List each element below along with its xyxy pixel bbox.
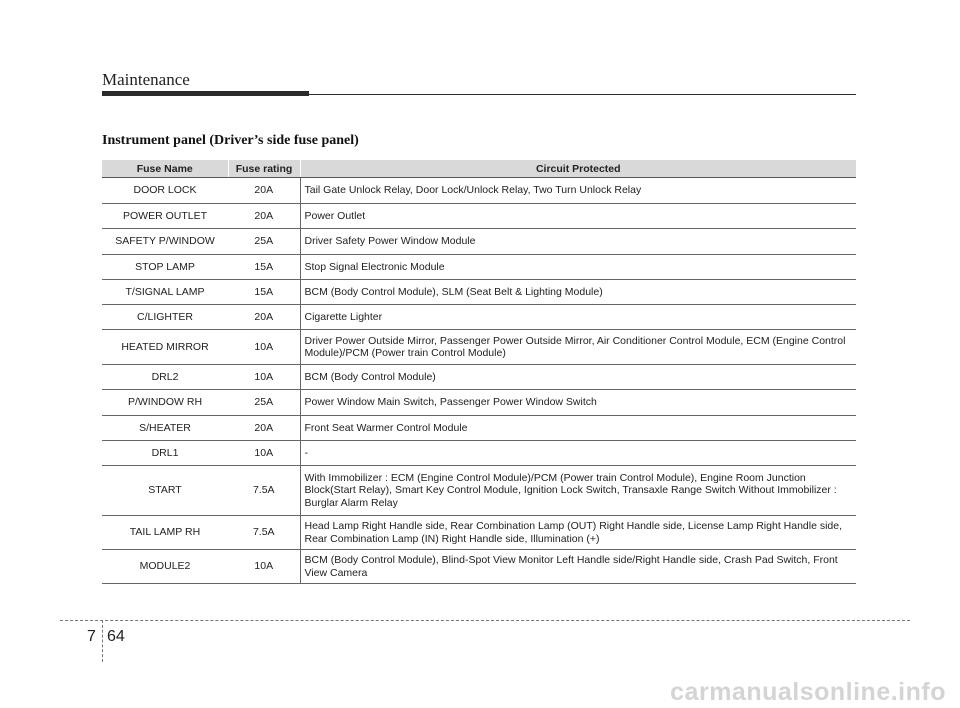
table-row	[102, 365, 856, 390]
table-row	[102, 466, 856, 516]
table-row	[102, 416, 856, 441]
fuse-name-cell: MODULE2	[102, 550, 228, 584]
header-rule-thick	[102, 91, 309, 96]
table-row	[102, 204, 856, 229]
circuit-cell: Head Lamp Right Handle side, Rear Combination Lamp (OUT) Right Handle side, License Lamp Right Handle side, Rear Combination Lamp (IN) Right Handle side, Illumination (+)	[300, 516, 856, 550]
table-row	[102, 255, 856, 280]
fuse-rating-cell: 25A	[228, 229, 300, 255]
fuse-name-cell: P/WINDOW RH	[102, 390, 228, 416]
table-row	[102, 390, 856, 416]
fuse-name-cell: SAFETY P/WINDOW	[102, 229, 228, 255]
fuse-rating-cell: 10A	[228, 365, 300, 390]
header-rule-thin	[309, 94, 856, 95]
fuse-rating-cell: 20A	[228, 178, 300, 204]
column-header-fuse-rating: Fuse rating	[228, 160, 300, 178]
page-subtitle: Instrument panel (Driver’s side fuse panel)	[102, 133, 359, 148]
fuse-name-cell: HEATED MIRROR	[102, 330, 228, 365]
circuit-cell: -	[300, 441, 856, 466]
table-row	[102, 178, 856, 204]
chapter-number: 7	[87, 628, 96, 645]
page-number: 64	[107, 628, 125, 645]
fuse-name-cell: TAIL LAMP RH	[102, 516, 228, 550]
circuit-cell: Tail Gate Unlock Relay, Door Lock/Unlock Relay, Two Turn Unlock Relay	[300, 178, 856, 204]
fuse-table	[102, 160, 856, 584]
fuse-name-cell: T/SIGNAL LAMP	[102, 280, 228, 305]
column-header-fuse-name: Fuse Name	[102, 160, 228, 178]
fuse-rating-cell: 7.5A	[228, 466, 300, 516]
fuse-name-cell: POWER OUTLET	[102, 204, 228, 229]
table-row	[102, 516, 856, 550]
circuit-cell: Driver Safety Power Window Module	[300, 229, 856, 255]
circuit-cell: Front Seat Warmer Control Module	[300, 416, 856, 441]
circuit-cell: Driver Power Outside Mirror, Passenger Power Outside Mirror, Air Conditioner Control Module, ECM (Engine Control Module)/PCM (Power train Control Module)	[300, 330, 856, 365]
table-row	[102, 229, 856, 255]
circuit-cell: Cigarette Lighter	[300, 305, 856, 330]
circuit-cell: BCM (Body Control Module)	[300, 365, 856, 390]
page-number-divider	[102, 620, 103, 662]
fuse-rating-cell: 20A	[228, 204, 300, 229]
circuit-cell: Power Window Main Switch, Passenger Power Window Switch	[300, 390, 856, 416]
footer-divider	[60, 620, 910, 621]
fuse-name-cell: C/LIGHTER	[102, 305, 228, 330]
table-row	[102, 550, 856, 584]
fuse-rating-cell: 25A	[228, 390, 300, 416]
table-row	[102, 280, 856, 305]
column-header-circuit-protected: Circuit Protected	[300, 160, 856, 178]
fuse-rating-cell: 7.5A	[228, 516, 300, 550]
fuse-rating-cell: 10A	[228, 330, 300, 365]
circuit-cell: BCM (Body Control Module), Blind-Spot View Monitor Left Handle side/Right Handle side, Crash Pad Switch, Front View Camera	[300, 550, 856, 584]
fuse-name-cell: DRL2	[102, 365, 228, 390]
circuit-cell: With Immobilizer : ECM (Engine Control Module)/PCM (Power train Control Module), Engine Room Junction Block(Start Relay), Smart Key Control Module, Ignition Lock Switch, Transaxle Range Switch Without Immobilizer : Burglar Alarm Relay	[300, 466, 856, 516]
fuse-rating-cell: 10A	[228, 441, 300, 466]
circuit-cell: Power Outlet	[300, 204, 856, 229]
fuse-name-cell: START	[102, 466, 228, 516]
fuse-name-cell: STOP LAMP	[102, 255, 228, 280]
table-header-row	[102, 160, 856, 178]
table-row	[102, 441, 856, 466]
fuse-rating-cell: 20A	[228, 305, 300, 330]
fuse-rating-cell: 15A	[228, 255, 300, 280]
section-title: Maintenance	[102, 70, 190, 89]
table-row	[102, 305, 856, 330]
circuit-cell: Stop Signal Electronic Module	[300, 255, 856, 280]
fuse-name-cell: DOOR LOCK	[102, 178, 228, 204]
fuse-name-cell: DRL1	[102, 441, 228, 466]
circuit-cell: BCM (Body Control Module), SLM (Seat Belt & Lighting Module)	[300, 280, 856, 305]
fuse-rating-cell: 10A	[228, 550, 300, 584]
fuse-name-cell: S/HEATER	[102, 416, 228, 441]
fuse-rating-cell: 15A	[228, 280, 300, 305]
fuse-rating-cell: 20A	[228, 416, 300, 441]
table-row	[102, 330, 856, 365]
watermark: carmanualsonline.info	[670, 678, 946, 706]
